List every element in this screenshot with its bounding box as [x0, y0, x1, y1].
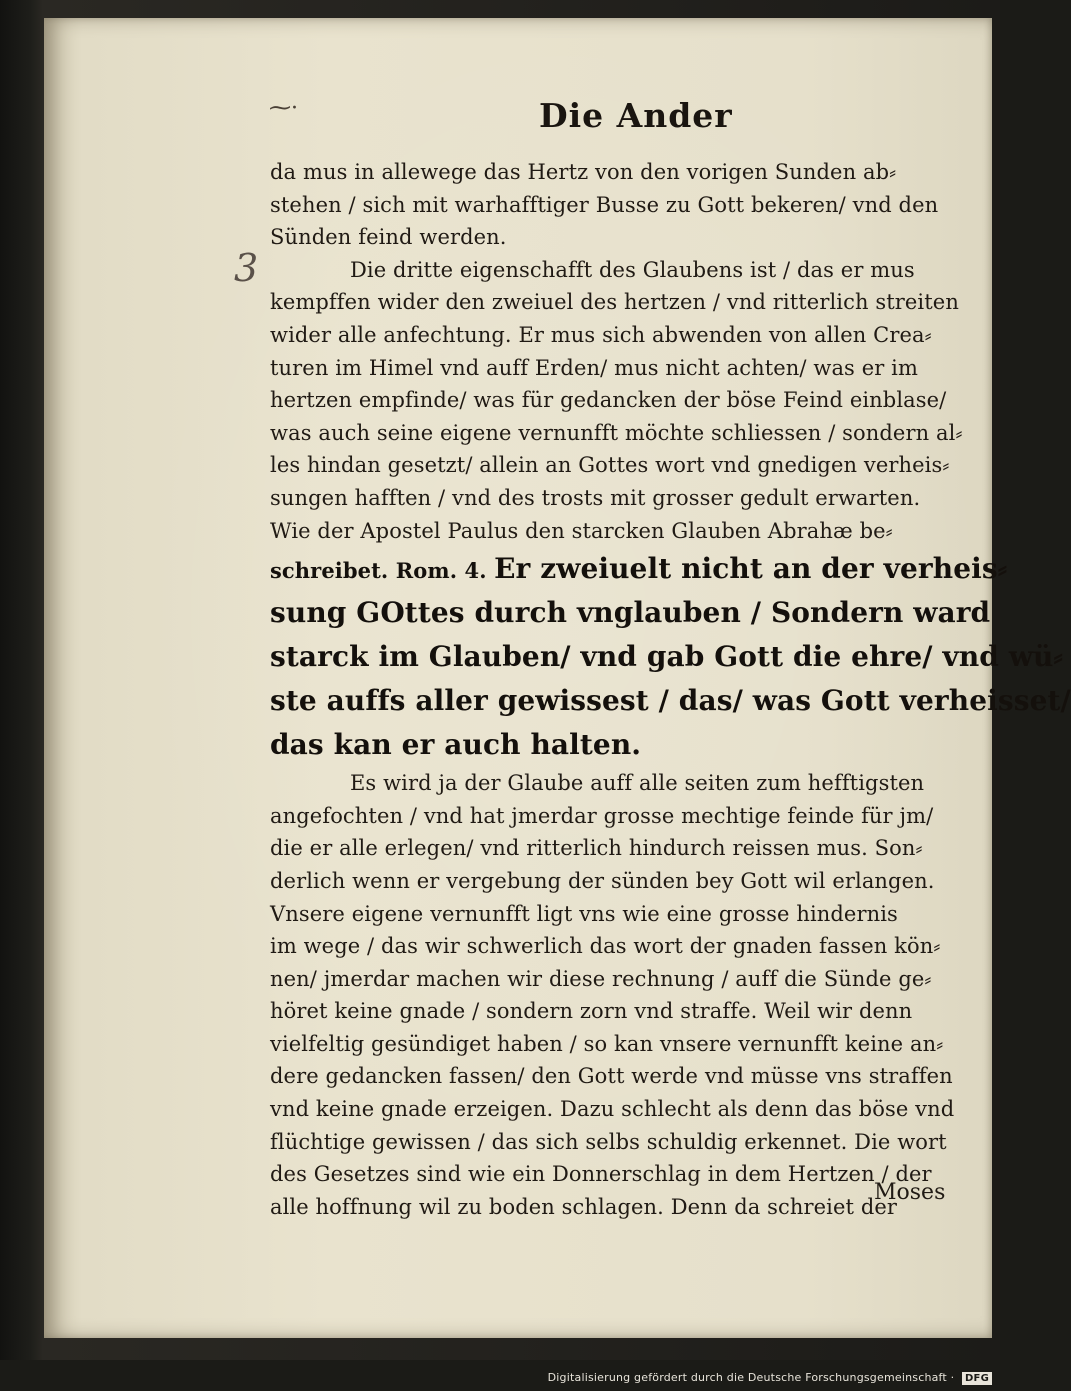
text-line: dere gedancken fassen/ den Gott werde vnd müsse vns straffen — [270, 1064, 953, 1089]
text-line: flüchtige gewissen / das sich selbs schuldig erkennet. Die wort — [270, 1129, 947, 1154]
quote-line: starck im Glauben/ vnd gab Gott die ehre/ vnd wü⸗ — [270, 640, 1063, 674]
text-line: Sünden feind werden. — [270, 225, 507, 250]
corner-mark: ⁓· — [269, 96, 298, 121]
text-line: da mus in allewege das Hertz von den vorigen Sunden ab⸗ — [270, 160, 897, 184]
text-line: hertzen empfinde/ was für gedancken der böse Feind einblase/ — [270, 388, 947, 413]
text-line: angefochten / vnd hat jmerdar grosse mechtige feinde für jm/ — [270, 803, 934, 828]
text-line: derlich wenn er vergebung der sünden bey Gott wil erlangen. — [270, 868, 935, 893]
text-line: sungen hafften / vnd des trosts mit grosser gedult erwarten. — [270, 485, 921, 510]
running-title: Die Ander — [539, 96, 733, 135]
quote-large: Er zweiuelt nicht an der verheis⸗ — [494, 552, 1008, 586]
text-line: alle hoffnung wil zu boden schlagen. Denn da schreiet der — [270, 1194, 898, 1219]
dfg-logo: DFG — [962, 1372, 992, 1385]
quote-line: sung GOttes durch vnglauben / Sondern ward — [270, 596, 991, 630]
text-line: Es wird ja der Glaube auff alle seiten zum hefftigsten — [350, 771, 925, 796]
text-line: nen/ jmerdar machen wir diese rechnung / auff die Sünde ge⸗ — [270, 966, 932, 991]
text-line: höret keine gnade / sondern zorn vnd straffe. Weil wir denn — [270, 999, 913, 1024]
text-line: Vnsere eigene vernunfft ligt vns wie eine grosse hindernis — [270, 901, 898, 926]
text-line: wider alle anfechtung. Er mus sich abwenden von allen Crea⸗ — [270, 322, 932, 347]
text-line: vielfeltig gesündiget haben / so kan vnsere vernunfft keine an⸗ — [270, 1031, 944, 1056]
text-line: des Gesetzes sind wie ein Donnerschlag in dem Hertzen / der — [270, 1162, 932, 1187]
text-line: was auch seine eigene vernunfft möchte schliessen / sondern al⸗ — [270, 420, 963, 445]
quote-line: das kan er auch halten. — [270, 728, 642, 762]
book-page — [44, 18, 1071, 1338]
text-line: Wie der Apostel Paulus den starcken Glauben Abrahæ be⸗ — [270, 518, 893, 543]
text-line: vnd keine gnade erzeigen. Dazu schlecht als denn das böse vnd — [270, 1097, 955, 1122]
credit-text: Digitalisierung gefördert durch die Deutsche Forschungsgemeinschaft · — [547, 1371, 955, 1384]
text-line: turen im Himel vnd auff Erden/ mus nicht achten/ was er im — [270, 355, 918, 380]
catchword: Moses — [874, 1180, 946, 1205]
text-segment: schreibet. Rom. 4. — [270, 558, 487, 584]
text-line: kempffen wider den zweiuel des hertzen / vnd ritterlich streiten — [270, 290, 959, 315]
quote-line: ste auffs aller gewissest / das/ was Gott verheisset/ — [270, 684, 1071, 718]
text-line: Die dritte eigenschafft des Glaubens ist / das er mus — [350, 257, 915, 282]
text-line: im wege / das wir schwerlich das wort der gnaden fassen kön⸗ — [270, 934, 941, 959]
text-line: les hindan gesetzt/ allein an Gottes wort vnd gnedigen verheis⸗ — [270, 453, 950, 478]
text-line: stehen / sich mit warhafftiger Busse zu Gott bekeren/ vnd den — [270, 192, 939, 217]
text-block — [270, 156, 1071, 1223]
digitization-credit — [548, 1371, 992, 1385]
margin-note: 3 — [234, 246, 259, 290]
text-line-mixed — [270, 547, 1008, 591]
text-line: die er alle erlegen/ vnd ritterlich hindurch reissen mus. Son⸗ — [270, 836, 923, 861]
